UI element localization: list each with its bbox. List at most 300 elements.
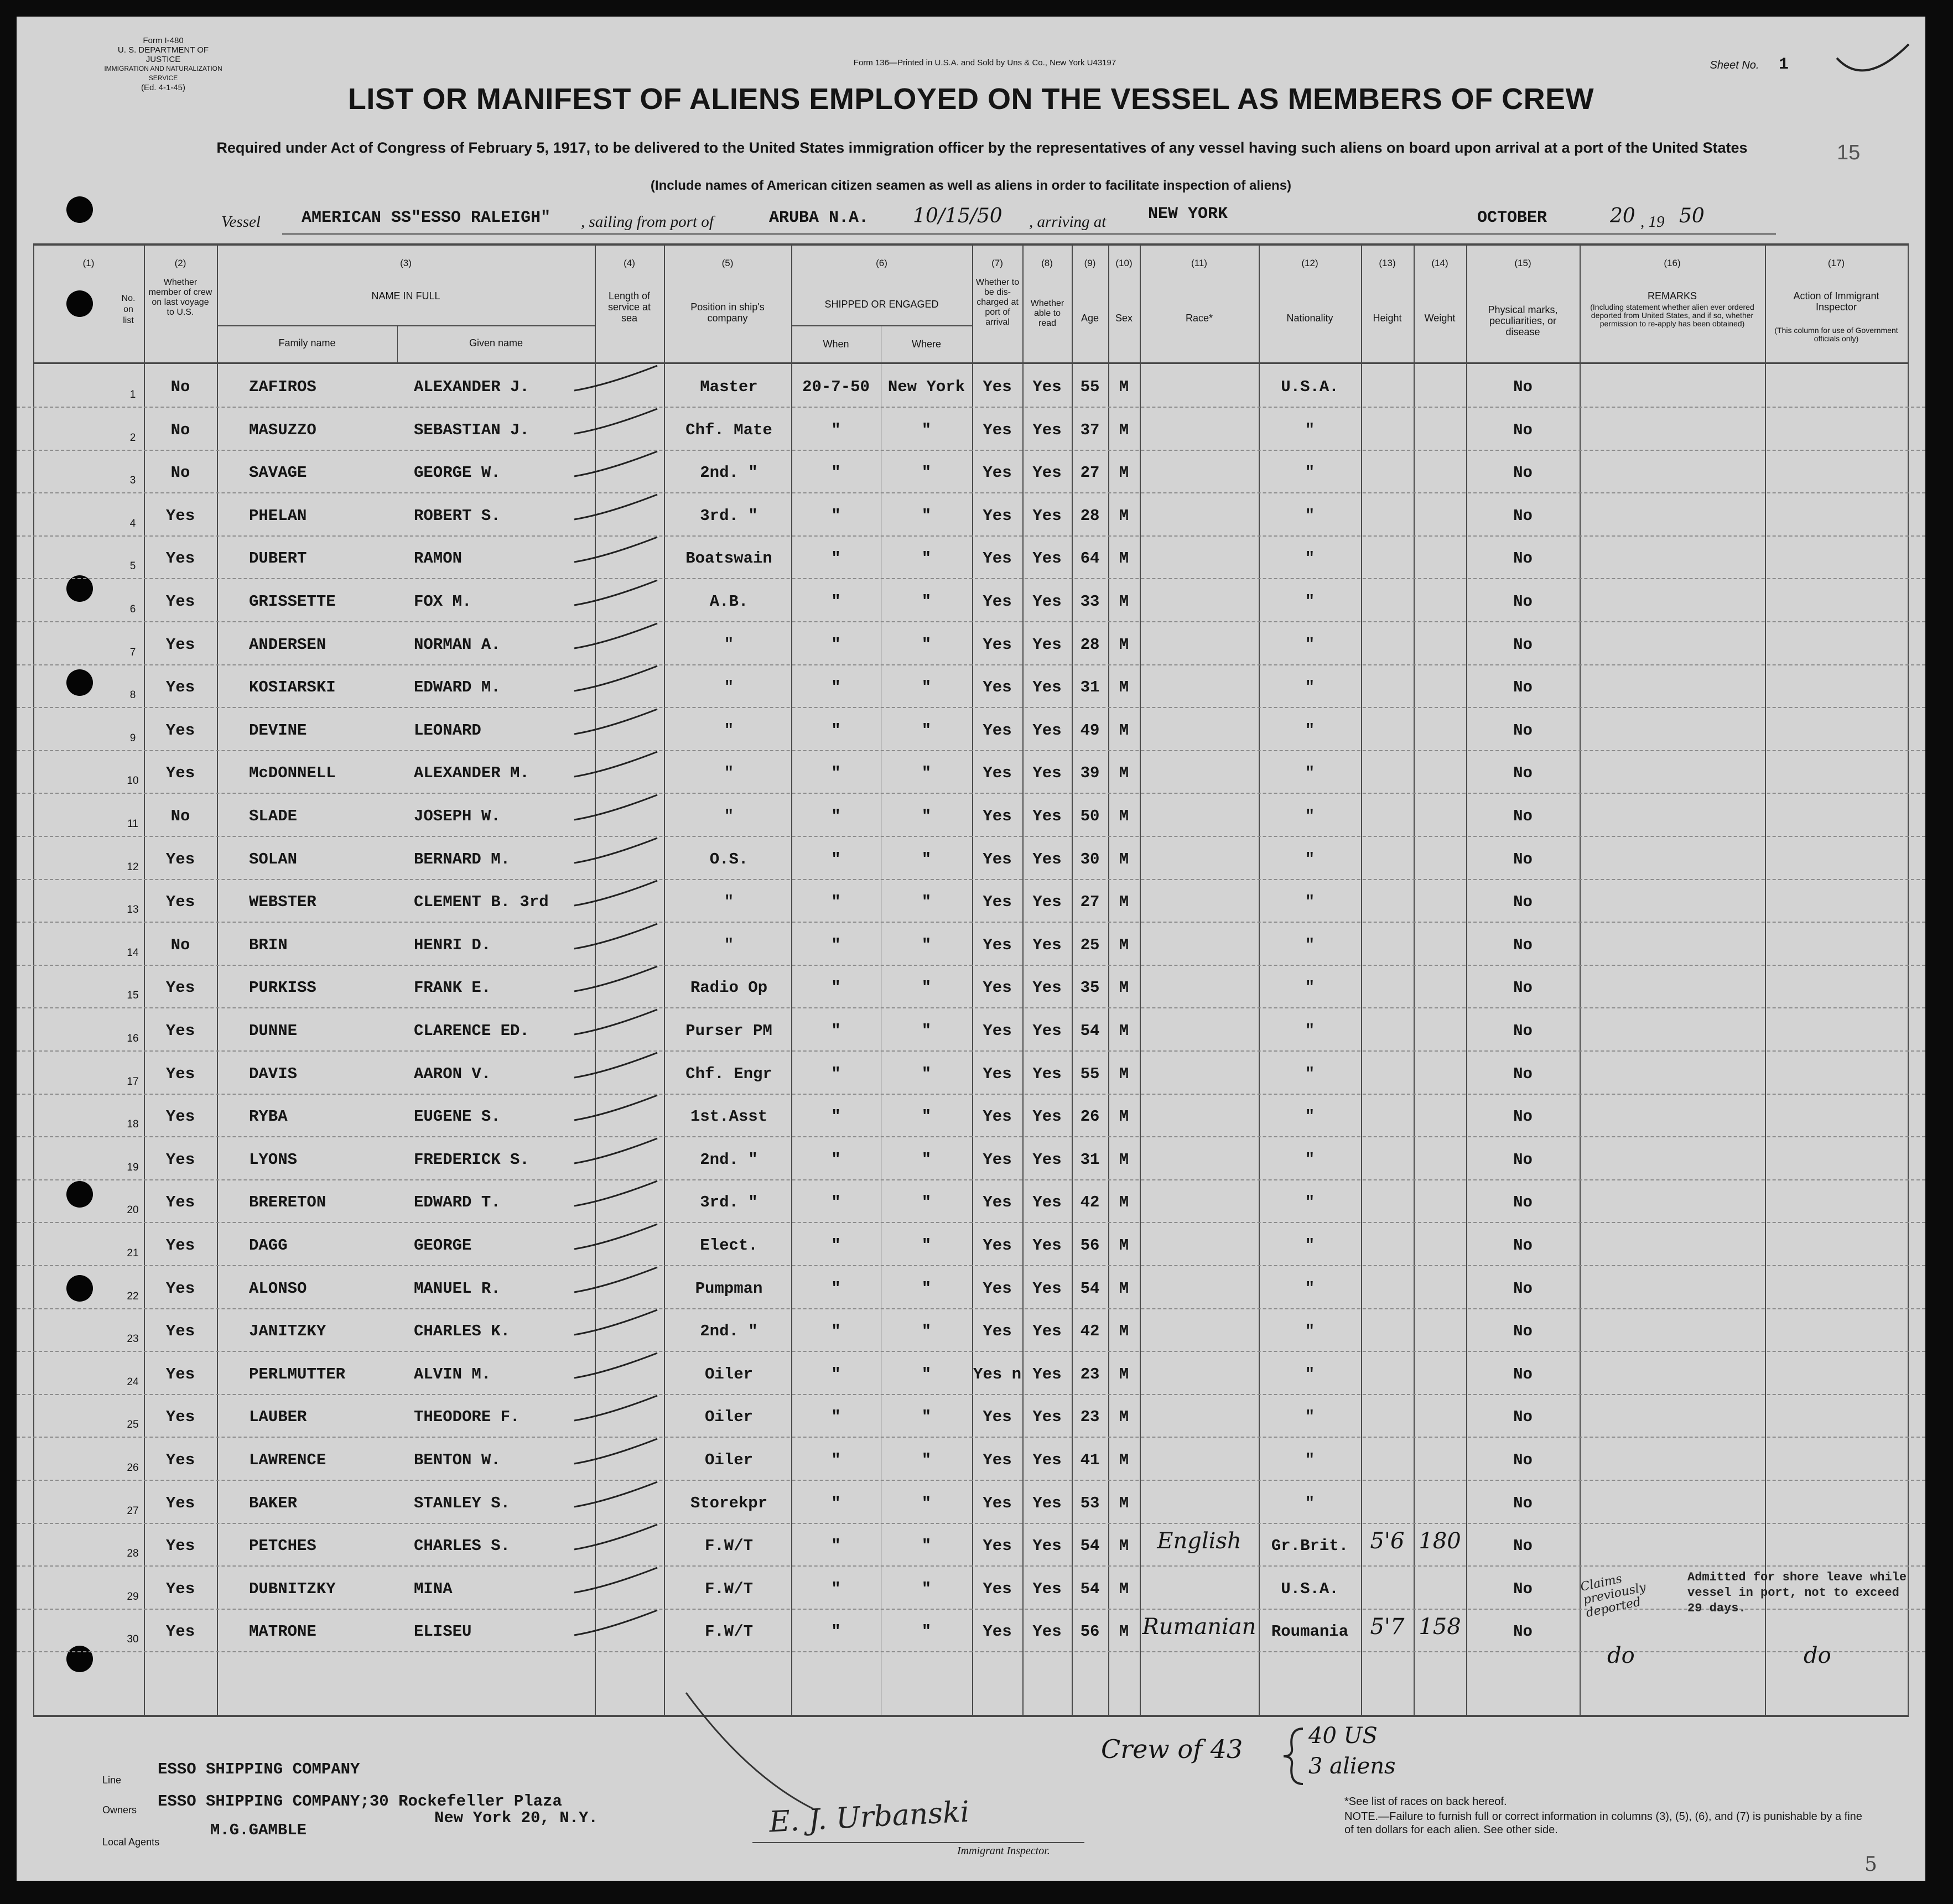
cell-row-number: 20 [127,1204,139,1216]
cell-discharged: Yes [983,1622,1012,1641]
cell-row-number: 7 [129,646,136,658]
cell-sex: M [1119,764,1129,783]
table-row [17,1480,1925,1524]
edition: (Ed. 4-1-45) [141,83,186,92]
cell-age: 53 [1080,1494,1100,1512]
races-note: *See list of races on back hereof. [1344,1796,1507,1808]
col-number: (3) [400,258,412,268]
cell-prev-voyage: Yes [165,1322,195,1341]
signature-line [752,1842,1084,1843]
header-no-on-list: No. on list [121,294,136,325]
cell-family-name: ALONSO [249,1279,307,1298]
name-subheader-border [217,325,595,326]
cell-position: 2nd. " [700,464,758,482]
cell-discharged: Yes [983,635,1012,654]
year-prefix: , 19 [1640,213,1665,231]
cell-nationality: " [1305,1365,1315,1383]
cell-nationality: " [1305,1107,1315,1126]
cell-given-name: JOSEPH W. [414,807,501,825]
col-number: (17) [1827,258,1845,268]
cell-row-number: 18 [127,1119,139,1131]
cell-discharged: Yes [983,592,1012,611]
cell-able-read: Yes [1032,807,1062,825]
cell-sex: M [1119,1107,1129,1126]
cell-row-number: 17 [127,1075,139,1088]
cell-able-read: Yes [1032,420,1062,439]
cell-row-number: 1 [129,389,136,400]
cell-family-name: DUBERT [249,549,307,568]
cell-given-name: AARON V. [414,1064,491,1083]
cell-where: " [921,850,932,868]
cell-discharged: Yes [983,1193,1012,1212]
header-remarks-note: (Including statement whether alien ever ordered deported from United States, and if so, whether permission to re-apply has been obtained) [1590,303,1754,328]
cell-age: 64 [1080,549,1100,568]
cell-age: 54 [1080,1537,1100,1556]
header-length-service: Length of service at sea [607,290,651,324]
cell-age: 54 [1080,1022,1100,1040]
cell-given-name: STANLEY S. [414,1494,511,1512]
cell-row-number: 8 [129,689,136,701]
table-row [17,1094,1925,1137]
cell-position: " [724,678,734,697]
cell-sex: M [1119,678,1129,697]
cell-age: 42 [1080,1322,1100,1341]
table-bottom-border [33,1715,1909,1717]
cell-discharged: Yes n [973,1365,1021,1383]
cell-able-read: Yes [1032,1022,1062,1040]
cell-able-read: Yes [1032,1494,1062,1512]
cell-family-name: DUBNITZKY [249,1579,336,1598]
cell-physical: No [1513,1537,1533,1556]
cell-age: 56 [1080,1236,1100,1255]
cell-discharged: Yes [983,935,1012,954]
cell-row-number: 22 [127,1290,139,1302]
cell-when: " [831,592,841,611]
table-row [17,793,1925,837]
cell-given-name: BERNARD M. [414,850,511,868]
subtitle-note: (Include names of American citizen seamen as well as aliens in order to facilitate inspection of aliens) [650,178,1292,193]
cell-prev-voyage: Yes [165,1150,195,1169]
cell-when: " [831,1494,841,1512]
col-number: (2) [174,258,186,268]
cell-able-read: Yes [1032,1279,1062,1298]
cell-discharged: Yes [983,850,1012,868]
sailing-label: , sailing from port of [581,213,714,231]
brace-icon [1281,1726,1308,1787]
cell-position: " [724,807,734,825]
header-discharged: Whether to be dis-charged at port of arrival [975,278,1020,327]
table-row [17,965,1925,1008]
cell-physical: No [1513,935,1533,954]
cell-when: " [831,549,841,568]
cell-where: " [921,1236,932,1255]
cell-sex: M [1119,1322,1129,1341]
cell-given-name: FREDERICK S. [414,1150,529,1169]
inspector-signature: E. J. Urbanski [768,1795,970,1839]
cell-position: F.W/T [704,1622,753,1641]
cell-family-name: BAKER [249,1494,298,1512]
cell-sex: M [1119,1451,1129,1469]
cell-where: " [921,1322,932,1341]
cell-family-name: LAWRENCE [249,1451,326,1469]
cell-age: 27 [1080,464,1100,482]
signature-stroke-icon [681,1687,824,1820]
cell-prev-voyage: No [170,420,190,439]
sheet-label: Sheet No. [1710,59,1759,71]
cell-position: " [724,935,734,954]
header-family-name: Family name [278,337,336,348]
page-mark: 15 [1837,141,1861,164]
cell-family-name: GRISSETTE [249,592,336,611]
col-number: (10) [1115,258,1133,268]
table-row [17,1523,1925,1567]
cell-given-name: ALVIN M. [414,1365,491,1383]
vessel-label: Vessel [221,213,261,231]
cell-row-number: 23 [127,1333,139,1345]
cell-when: " [831,893,841,912]
cell-weight: 158 [1419,1614,1461,1640]
header-whether-member: Whether member of crew on last voyage to U.S. [148,278,212,317]
cell-sex: M [1119,1279,1129,1298]
cell-discharged: Yes [983,1236,1012,1255]
cell-able-read: Yes [1032,1193,1062,1212]
cell-where: " [921,506,932,525]
cell-family-name: MATRONE [249,1622,316,1641]
cell-given-name: MANUEL R. [414,1279,501,1298]
cell-nationality: " [1305,979,1315,997]
cell-when: " [831,1537,841,1556]
cell-where: " [921,592,932,611]
cell-sex: M [1119,378,1129,396]
cell-given-name: SEBASTIAN J. [414,420,529,439]
arriving-label: , arriving at [1029,213,1107,231]
table-row [17,579,1925,622]
col-number: (14) [1431,258,1448,268]
cell-position: F.W/T [704,1537,753,1556]
cell-age: 31 [1080,678,1100,697]
cell-nationality: Gr.Brit. [1271,1537,1349,1556]
agents-value: M.G.GAMBLE [210,1821,307,1839]
cell-family-name: DAVIS [249,1064,298,1083]
cell-nationality: " [1305,1150,1315,1169]
remark-row28: Claims previously deported [1579,1572,1648,1620]
cell-sex: M [1119,635,1129,654]
cell-nationality: " [1305,935,1315,954]
cell-prev-voyage: No [170,935,190,954]
cell-position: Purser PM [685,1022,772,1040]
cell-nationality: " [1305,1064,1315,1083]
cell-given-name: CHARLES S. [414,1537,511,1556]
cell-physical: No [1513,764,1533,783]
cell-sex: M [1119,1193,1129,1212]
table-top-border [33,243,1909,246]
cell-discharged: Yes [983,764,1012,783]
cell-physical: No [1513,1322,1533,1341]
col-number: (15) [1514,258,1531,268]
crew-count-note: Crew of 43 [1101,1734,1243,1764]
cell-nationality: " [1305,1322,1315,1341]
cell-sex: M [1119,893,1129,912]
cell-prev-voyage: Yes [165,1107,195,1126]
line-value: ESSO SHIPPING COMPANY [158,1760,360,1778]
table-row [17,1437,1925,1481]
cell-position: " [724,893,734,912]
cell-prev-voyage: Yes [165,764,195,783]
cell-when: " [831,1236,841,1255]
cell-sex: M [1119,464,1129,482]
cell-physical: No [1513,1064,1533,1083]
cell-age: 41 [1080,1451,1100,1469]
cell-prev-voyage: No [170,378,190,396]
cell-position: 2nd. " [700,1322,758,1341]
cell-sex: M [1119,549,1129,568]
cell-able-read: Yes [1032,592,1062,611]
cell-discharged: Yes [983,1494,1012,1512]
cell-physical: No [1513,807,1533,825]
cell-where: " [921,635,932,654]
header-shipped: SHIPPED OR ENGAGED [824,299,939,310]
cell-race: English [1157,1528,1242,1554]
vessel-name: AMERICAN SS"ESSO RALEIGH" [302,209,551,227]
cell-row-number: 28 [127,1548,139,1560]
cell-position: " [724,764,734,783]
cell-sex: M [1119,1150,1129,1169]
cell-nationality: U.S.A. [1281,1579,1339,1598]
header-weight: Weight [1424,313,1456,324]
cell-given-name: THEODORE F. [414,1408,520,1427]
cell-position: Oiler [704,1451,753,1469]
cell-when: " [831,420,841,439]
cell-age: 25 [1080,935,1100,954]
cell-when: " [831,506,841,525]
cell-position: " [724,721,734,740]
cell-nationality: " [1305,1451,1315,1469]
cell-given-name: FOX M. [414,592,472,611]
cell-discharged: Yes [983,549,1012,568]
cell-discharged: Yes [983,1279,1012,1298]
cell-given-name: NORMAN A. [414,635,501,654]
col-number: (13) [1379,258,1396,268]
action-row30: do [1804,1643,1831,1668]
cell-given-name: ALEXANDER M. [414,764,529,783]
crew-us-count: 40 US [1308,1723,1378,1749]
cell-family-name: SLADE [249,807,298,825]
arrival-port: NEW YORK [1148,205,1228,223]
line-label: Line [102,1775,122,1786]
cell-where: " [921,1579,932,1598]
table-row [17,1008,1925,1052]
cell-able-read: Yes [1032,850,1062,868]
cell-family-name: PERLMUTTER [249,1365,346,1383]
cell-position: 2nd. " [700,1150,758,1169]
cell-where: " [921,678,932,697]
cell-where: " [921,979,932,997]
cell-physical: No [1513,1193,1533,1212]
table-row [17,364,1925,408]
cell-physical: No [1513,420,1533,439]
cell-able-read: Yes [1032,1322,1062,1341]
owners-value: ESSO SHIPPING COMPANY;30 Rockefeller Plaza [158,1792,562,1811]
cell-age: 55 [1080,1064,1100,1083]
department: U. S. DEPARTMENT OF JUSTICE [117,45,209,64]
cell-nationality: " [1305,1408,1315,1427]
cell-nationality: " [1305,1494,1315,1512]
cell-physical: No [1513,464,1533,482]
cell-row-number: 13 [127,904,139,916]
cell-physical: No [1513,721,1533,740]
cell-family-name: DAGG [249,1236,288,1255]
cell-nationality: " [1305,420,1315,439]
cell-when: " [831,1408,841,1427]
cell-prev-voyage: Yes [165,678,195,697]
cell-physical: No [1513,1579,1533,1598]
cell-discharged: Yes [983,1022,1012,1040]
cell-when: " [831,807,841,825]
cell-when: " [831,1064,841,1083]
punch-hole [66,290,93,317]
cell-when: " [831,1451,841,1469]
cell-prev-voyage: Yes [165,1622,195,1641]
cell-able-read: Yes [1032,764,1062,783]
check-mark-icon [1826,39,1925,89]
cell-given-name: BENTON W. [414,1451,501,1469]
shipped-subheader-border [791,325,972,326]
cell-able-read: Yes [1032,1451,1062,1469]
vessel-underline [282,233,1776,235]
header-physical: Physical marks, peculiarities, or disease [1488,304,1558,337]
cell-physical: No [1513,1622,1533,1641]
printer-line: Form 136—Printed in U.S.A. and Sold by Uns & Co., New York U43197 [853,58,1116,67]
cell-when: " [831,1279,841,1298]
table-row [17,622,1925,665]
cell-row-number: 21 [127,1247,139,1259]
cell-able-read: Yes [1032,378,1062,396]
cell-age: 28 [1080,635,1100,654]
cell-when: " [831,721,841,740]
cell-physical: No [1513,1494,1533,1512]
cell-prev-voyage: Yes [165,1451,195,1469]
cell-physical: No [1513,1451,1533,1469]
cell-prev-voyage: Yes [165,549,195,568]
cell-physical: No [1513,1150,1533,1169]
arrival-day: 20 [1610,205,1635,227]
cell-age: 55 [1080,378,1100,396]
cell-nationality: " [1305,1193,1315,1212]
arrival-year: 50 [1679,205,1705,227]
table-row [17,1266,1925,1309]
cell-where: " [921,1365,932,1383]
cell-discharged: Yes [983,1107,1012,1126]
cell-given-name: CHARLES K. [414,1322,511,1341]
cell-sex: M [1119,506,1129,525]
punch-hole [66,196,93,223]
cell-sex: M [1119,592,1129,611]
table-row [17,1222,1925,1266]
cell-position: 3rd. " [700,1193,758,1212]
cell-prev-voyage: Yes [165,1494,195,1512]
cell-prev-voyage: Yes [165,1236,195,1255]
cell-where: " [921,721,932,740]
cell-where: " [921,935,932,954]
cell-physical: No [1513,1107,1533,1126]
owners-label: Owners [102,1804,137,1815]
cell-position: F.W/T [704,1579,753,1598]
header-where: Where [911,339,941,350]
cell-family-name: McDONNELL [249,764,336,783]
cell-able-read: Yes [1032,1622,1062,1641]
cell-given-name: EDWARD T. [414,1193,501,1212]
sailing-date: 10/15/50 [913,205,1003,227]
cell-able-read: Yes [1032,635,1062,654]
cell-discharged: Yes [983,979,1012,997]
table-row [17,1051,1925,1095]
cell-family-name: BRERETON [249,1193,326,1212]
header-name-in-full: NAME IN FULL [371,290,440,301]
cell-row-number: 2 [129,431,136,444]
cell-able-read: Yes [1032,1150,1062,1169]
cell-physical: No [1513,1236,1533,1255]
cell-discharged: Yes [983,506,1012,525]
cell-where: " [921,1622,932,1641]
cell-nationality: " [1305,635,1315,654]
manifest-page [17,17,1925,1881]
cell-where: " [921,1193,932,1212]
table-row [17,407,1925,451]
cell-when: 20-7-50 [802,378,870,396]
cell-physical: No [1513,592,1533,611]
cell-able-read: Yes [1032,464,1062,482]
cell-prev-voyage: No [170,464,190,482]
cell-family-name: PURKISS [249,979,316,997]
table-row [17,535,1925,579]
cell-discharged: Yes [983,1579,1012,1598]
cell-where: New York [887,378,965,396]
cell-family-name: SAVAGE [249,464,307,482]
cell-nationality: " [1305,1236,1315,1255]
header-remarks: REMARKS [1647,290,1697,301]
cell-nationality: " [1305,721,1315,740]
cell-prev-voyage: Yes [165,506,195,525]
page-title: LIST OR MANIFEST OF ALIENS EMPLOYED ON THE VESSEL AS MEMBERS OF CREW [347,82,1594,116]
cell-prev-voyage: Yes [165,1408,195,1427]
cell-age: 23 [1080,1408,1100,1427]
cell-where: " [921,1064,932,1083]
cell-sex: M [1119,1365,1129,1383]
col-number: (5) [721,258,734,268]
cell-nationality: " [1305,592,1315,611]
cell-where: " [921,1451,932,1469]
cell-sex: M [1119,1494,1129,1512]
cell-given-name: MINA [414,1579,453,1598]
action-row28: Admitted for shore leave while vessel in port, not to exceed 29 days. [1687,1570,1907,1615]
cell-position: 3rd. " [700,506,758,525]
cell-family-name: PETCHES [249,1537,316,1556]
table-row [17,1179,1925,1223]
cell-row-number: 6 [129,604,136,615]
cell-given-name: RAMON [414,549,463,568]
cell-when: " [831,979,841,997]
cell-able-read: Yes [1032,506,1062,525]
cell-discharged: Yes [983,1451,1012,1469]
cell-given-name: ELISEU [414,1622,472,1641]
cell-age: 54 [1080,1279,1100,1298]
cell-age: 42 [1080,1193,1100,1212]
cell-given-name: EDWARD M. [414,678,501,697]
cell-family-name: KOSIARSKI [249,678,336,697]
cell-row-number: 25 [127,1419,139,1431]
cell-family-name: ANDERSEN [249,635,326,654]
col-number: (9) [1084,258,1096,268]
